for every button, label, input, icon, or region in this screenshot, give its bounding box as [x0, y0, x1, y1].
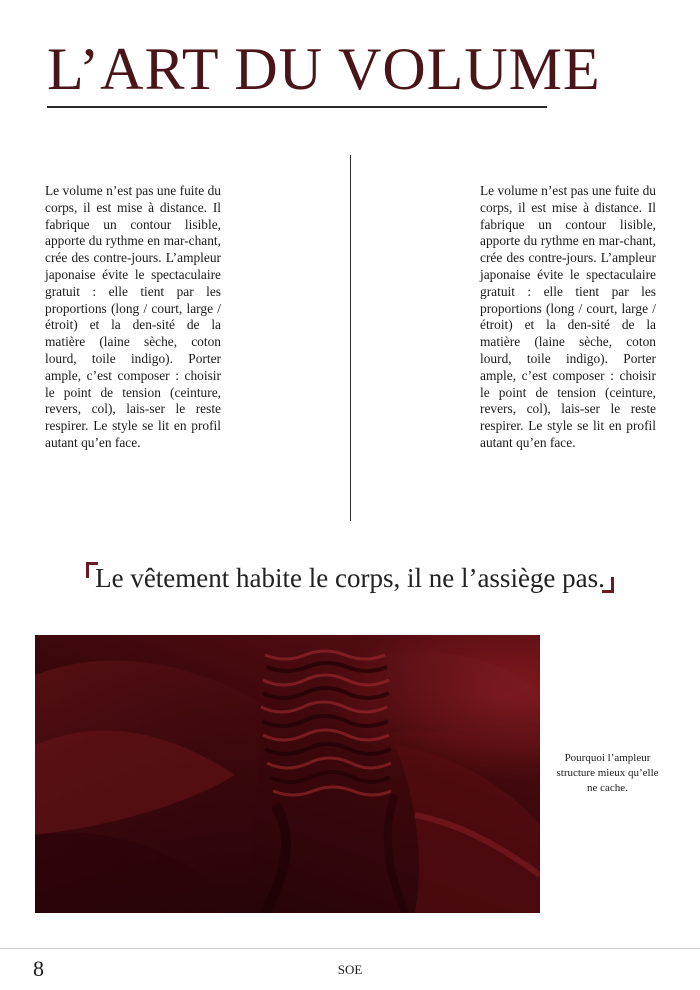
footer-divider [0, 948, 700, 949]
fabric-photo [35, 635, 540, 913]
column-divider [350, 155, 351, 521]
pull-quote [0, 560, 700, 596]
title-divider [47, 106, 547, 108]
body-column-left: Le volume n’est pas une fuite du corps, il est mise à distance. Il fabrique un contour lisible, apporte du rythme en mar-chant, crée des contre-jours. L’ampleur japonaise évite le spectaculaire gratuit : elle tient par les proportions (long / court, large / étroit) et la den-sité de la matière (laine sèche, coton lourd, toile indigo). Porter ample, c’est composer : choisir le point de tension (ceinture, revers, col), lais-ser le reste respirer. Le style se lit en profil autant qu’en face. [45, 183, 221, 450]
close-bracket-icon [602, 577, 614, 593]
open-bracket-icon [86, 562, 98, 578]
fabric-illustration [35, 635, 540, 913]
pull-quote-text: Le vêtement habite le corps, il ne l’assiège pas. [95, 563, 605, 593]
article-title: L’ART DU VOLUME [47, 36, 601, 102]
page-number: 8 [33, 956, 44, 981]
photo-caption: Pourquoi l’ampleur structure mieux qu’elle ne cache. [556, 752, 659, 794]
footer-label: SOE [337, 962, 363, 977]
body-column-right: Le volume n’est pas une fuite du corps, il est mise à distance. Il fabrique un contour lisible, apporte du rythme en mar-chant, crée des contre-jours. L’ampleur japonaise évite le spectaculaire gratuit : elle tient par les proportions (long / court, large / étroit) et la den-sité de la matière (laine sèche, coton lourd, toile indigo). Porter ample, c’est composer : choisir le point de tension (ceinture, revers, col), lais-ser le reste respirer. Le style se lit en profil autant qu’en face. [480, 183, 656, 450]
